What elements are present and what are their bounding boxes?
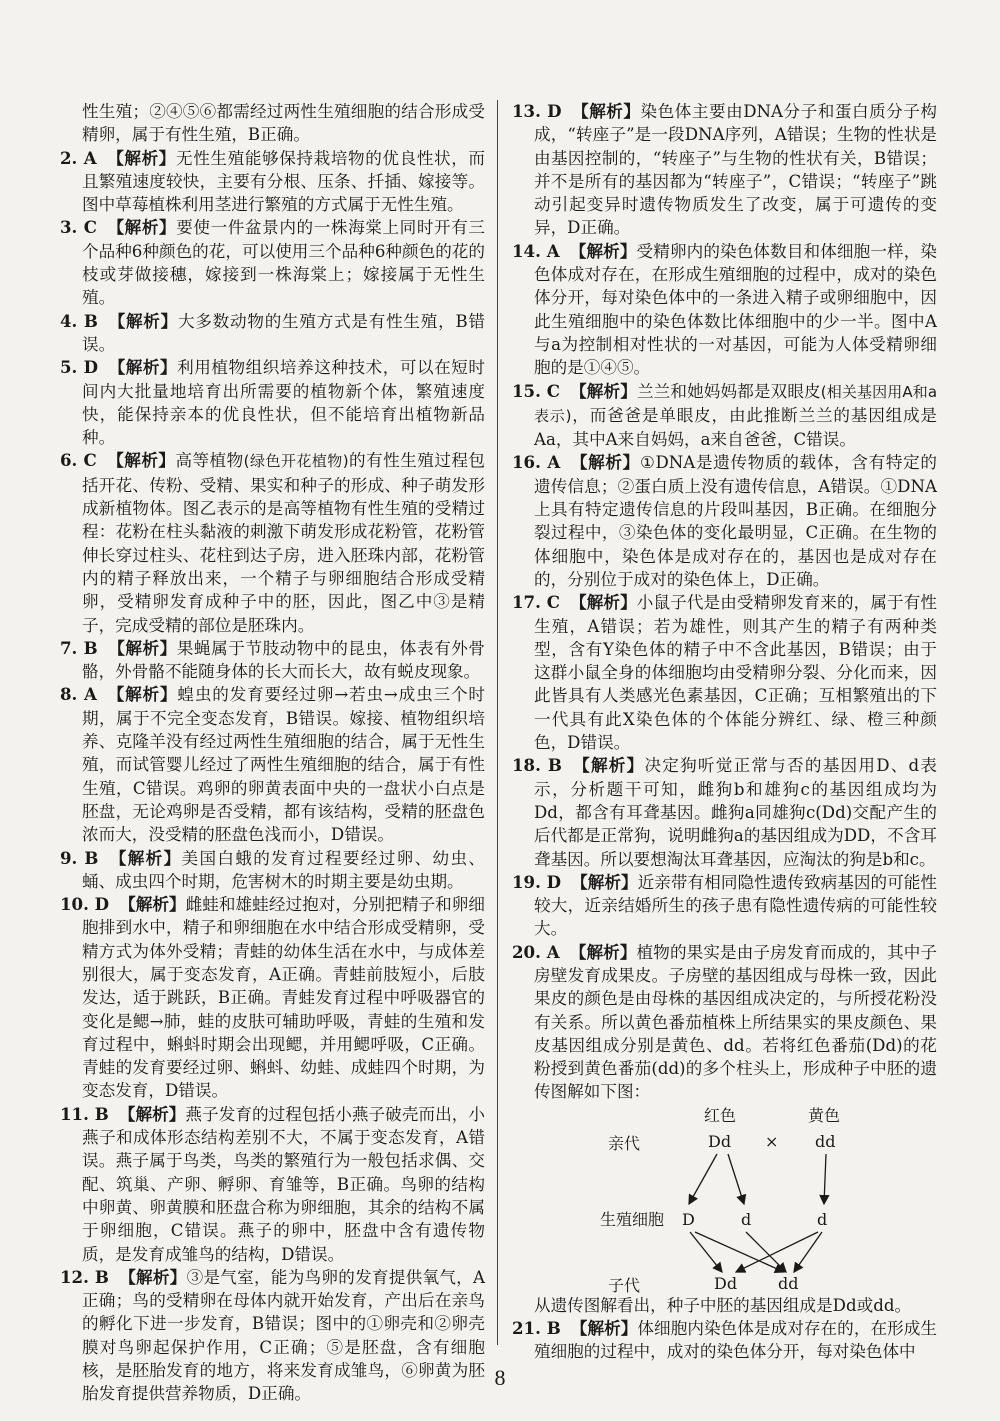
arrow-parent1-gamete1: [689, 1154, 717, 1204]
answer-text: 果蝇属于节肢动物中的昆虫，体表有外骨骼，外骨骼不能随身体的长大而长大，故有蜕皮现象。: [82, 638, 486, 682]
gamete3: d: [817, 1209, 828, 1229]
answer-text: 染色体主要由DNA分子和蛋白质分子构成，“转座子”是一段DNA序列，A错误；生物的性状是由基因控制的，“转座子”与生物的性状有关，B错误；并不是所有的基因都为“转座子”，C错误；“转座子”跳动引起变异时遗传物质发生了改变，属于可遗传的变异，D正确。: [534, 102, 938, 238]
answer-text: 决定狗听觉正常与否的基因用D、d表示，分析题干可知，雌狗b和雄狗c的基因组成均为Dd，都含有耳聋基因。雌狗a同雄狗c(Dd)交配产生的后代都是正常狗，说明雌狗a的基因组成为DD，不含耳聋基因。所以要想淘汰耳聋基因，应淘汰的狗是b和c。: [534, 756, 938, 869]
answer-13: [512, 100, 937, 240]
answer-number: 6. C: [60, 450, 97, 471]
arrow-gamete1-offspring2: [695, 1232, 784, 1272]
answer-text: ③是气室，能为鸟卵的发育提供氧气，A正确；鸟的受精卵在母体内就开始发育，产出后在亲鸟的孵化下进一步发育，B错误；图中的①卵壳和②卵壳膜对鸟卵起保护作用，C正确；⑤是胚盘，含有细胞核，是胚胎发育的地方，将来发育成雏鸟，⑥卵黄为胚胎发育提供营养物质，D正确。: [82, 1267, 486, 1404]
column-divider: [497, 100, 498, 1345]
answer-number: 9. B: [60, 847, 99, 868]
analysis-tag: 【解析】: [569, 240, 637, 261]
answer-text: 大多数动物的生殖方式是有性生殖，B错误。: [82, 311, 485, 354]
analysis-tag: 【解析】: [571, 101, 641, 121]
answer-text: 兰兰和她妈妈都是双眼皮: [636, 381, 821, 401]
answer-note: (绿色开花植物): [243, 452, 349, 471]
answer-number: 11. B: [60, 1103, 109, 1124]
answer-text: 性生殖；②④⑤⑥都需经过两性生殖细胞的结合形成受精卵，属于有性生殖，B正确。: [82, 102, 485, 145]
answer-number: 4. B: [60, 310, 98, 331]
answer-text: 的有性生殖过程包括开花、传粉、受精、果实和种子的形成、种子萌发形成新植物体。图乙表示的是高等植物有性生殖的受精过程：花粉在柱头黏液的刺激下萌发形成花粉管，花粉管伸长穿过柱头、花柱到达子房，进入胚珠内部，花粉管内的精子释放出来，一个精子与卵细胞结合形成受精卵，受精卵发育成种子中的胚，因此，图乙中③是精子，完成受精的部位是胚珠内。: [82, 451, 486, 635]
answer-number: 12. B: [60, 1266, 109, 1287]
answer-9: [60, 847, 485, 894]
answer-10: [60, 893, 485, 1103]
answer-text: 燕子发育的过程包括小燕子破壳而出，小燕子和成体形态结构差别不大，不属于变态发育，A错误。燕子属于鸟类，鸟类的繁殖行为一般包括求偶、交配、筑巢、产卵、孵卵、育雏等，B正确。鸟卵的结构中卵黄、卵黄膜和胚盘合称为卵细胞，其余的结构不属于卵细胞，C错误。燕子的卵中，胚盘中含有遗传物质，是发育成雏鸟的结构，D错误。: [82, 1104, 486, 1264]
answer-text: 小鼠子代是由受精卵发育来的，属于有性生殖，A错误；若为雄性，则其产生的精子有两种类型，含有Y染色体的精子中不含此基因，B错误；由于这群小鼠全身的体细胞均由受精卵分裂、分化而来，因此皆具有人类感光色素基因，C正确；互相繁殖出的下一代具有此X染色体的个体能分辨红、绿、橙三种颜色，D错误。: [534, 593, 938, 753]
answer-text: ①DNA是遗传物质的载体，含有特定的遗传信息；②蛋白质上没有遗传信息，A错误。①DNA上具有特定遗传信息的片段叫基因，B正确。在细胞分裂过程中，③染色体的变化最明显，C正确。在生物的体细胞中，染色体是成对存在的，基因也是成对存在的，分别位于成对的染色体上，D正确。: [534, 453, 937, 589]
cross-sign: ×: [765, 1131, 779, 1151]
analysis-tag: 【解析】: [108, 357, 178, 378]
arrow-parent1-gamete2: [728, 1154, 744, 1204]
analysis-tag: 【解析】: [106, 684, 178, 705]
answer-1-continuation: [60, 100, 485, 147]
answer-21: [512, 1317, 937, 1364]
gamete1: D: [682, 1209, 695, 1229]
answer-7: [60, 637, 485, 684]
answer-6: [60, 449, 485, 636]
right-column: [512, 100, 937, 1364]
answer-text: 美国白蛾的发育过程要经过卵、幼虫、蛹、成虫四个时期，危害树木的时期主要是幼虫期。: [82, 848, 485, 891]
analysis-tag: 【解析】: [106, 450, 176, 471]
analysis-tag: 【解析】: [569, 592, 637, 613]
answer-number: 8. A: [60, 684, 97, 705]
offspring2: dd: [778, 1273, 799, 1293]
answer-number: 5. D: [60, 357, 99, 378]
answer-text: 雌蛙和雄蛙经过抱对，分别把精子和卵细胞排到水中，精子和卵细胞在水中结合形成受精卵，受精方式为体外受精；青蛙的幼体生活在水中，与成体差别很大，属于变态发育，A正确。青蛙前肢短小，后肢发达，适于跳跃，B正确。青蛙发育过程中呼吸器官的变化是鳃→肺，蛙的皮肤可辅助呼吸，青蛙的生殖和发育过程中，蝌蚪时期会出现鳃，并用鳃呼吸，C正确。青蛙的发育要经过卵、蝌蚪、幼蛙、成蛙四个时期，为变态发育，D错误。: [82, 895, 486, 1101]
arrow-parent2-gamete3: [824, 1154, 826, 1204]
parents-label: 亲代: [608, 1133, 641, 1153]
arrow-gamete2-offspring2: [746, 1232, 786, 1272]
answer-number: 18. B: [512, 755, 562, 776]
answer-number: 17. C: [512, 592, 560, 613]
left-column: [60, 100, 485, 1406]
arrow-gamete3-offspring2: [794, 1232, 822, 1272]
analysis-tag: 【解析】: [118, 1266, 187, 1287]
answer-number: 3. C: [60, 217, 97, 238]
answer-15: [512, 380, 937, 452]
arrow-gamete3-offspring1: [736, 1232, 818, 1272]
answer-text: 体细胞内染色体是成对存在的，在形成生殖细胞的过程中，成对的染色体分开，每对染色体中: [534, 1319, 938, 1362]
analysis-tag: 【解析】: [119, 894, 186, 915]
diagram-conclusion: [512, 1294, 937, 1317]
answer-17: [512, 591, 937, 754]
answer-4: [60, 310, 485, 357]
answer-number: 7. B: [60, 637, 98, 658]
page-number: 8: [494, 1365, 506, 1390]
answer-text: 无性生殖能够保持栽培物的优良性状，而且繁殖速度较快，主要有分根、压条、扦插、嫁接等。图中草莓植株利用茎进行繁殖的方式属于无性生殖。: [82, 148, 486, 215]
answer-3: [60, 216, 485, 309]
label-yellow: 黄色: [808, 1105, 841, 1125]
analysis-tag: 【解析】: [570, 1318, 638, 1339]
answer-2: [60, 147, 485, 217]
parent2-genotype: dd: [815, 1131, 836, 1151]
gametes-label: 生殖细胞: [600, 1209, 665, 1229]
answer-16: [512, 451, 937, 591]
arrow-gamete1-offspring1: [690, 1232, 722, 1272]
gamete2: d: [741, 1209, 752, 1229]
answer-number: 21. B: [512, 1318, 561, 1339]
answer-5: [60, 356, 485, 449]
genetic-cross-diagram: [512, 1104, 937, 1294]
answer-note: (相关基因用A和a表示): [534, 382, 938, 425]
answer-18: [512, 754, 937, 870]
answer-text: 植物的果实是由子房发育而成的，其中子房壁发育成果皮。子房壁的基因组成与母株一致，因此果皮的颜色是由母株的基因组成决定的，与所授花粉没有关系。所以黄色番茄植株上所结果实的果皮颜色、果皮基因组成分别是黄色、dd。若将红色番茄(Dd)的花粉授到黄色番茄(dd)的多个柱头上，形成种子中胚的遗传图解如下图：: [534, 942, 938, 1102]
answer-number: 15. C: [512, 380, 560, 401]
answer-number: 19. D: [512, 871, 562, 892]
parent1-genotype: Dd: [708, 1131, 732, 1151]
answer-number: 2. A: [60, 147, 97, 168]
answer-text: 从遗传图解看出，种子中胚的基因组成是Dd或dd。: [534, 1295, 912, 1315]
analysis-tag: 【解析】: [571, 871, 638, 892]
answer-8: [60, 683, 485, 846]
answer-14: [512, 240, 937, 380]
answer-number: 16. A: [512, 452, 561, 473]
answer-text: 利用植物组织培养这种技术，可以在短时间内大批量地培育出所需要的植物新个体，繁殖速度快，能保持亲本的优良性状，但不能培育出植物新品种。: [82, 358, 486, 448]
analysis-tag: 【解析】: [108, 847, 182, 868]
answer-20: [512, 941, 937, 1104]
label-red: 红色: [704, 1105, 737, 1125]
answer-number: 20. A: [512, 941, 560, 962]
answer-11: [60, 1103, 485, 1266]
analysis-tag: 【解析】: [106, 147, 177, 168]
offspring1: Dd: [714, 1273, 738, 1293]
answer-number: 14. A: [512, 240, 560, 261]
analysis-tag: 【解析】: [570, 452, 640, 473]
answer-text: 高等植物: [175, 451, 244, 471]
answer-text: ，而爸爸是单眼皮，由此推断兰兰的基因组成是Aa，其中A来自妈妈，a来自爸爸，C错误。: [534, 405, 938, 450]
analysis-tag: 【解析】: [107, 637, 177, 658]
answer-text: 蝗虫的发育要经过卵→若虫→成虫三个时期，属于不完全变态发育，B错误。嫁接、植物组织培养、克隆羊没有经过两性生殖细胞的结合，属于无性生殖，而试管婴儿经过了两性生殖细胞的结合，属于有性生殖，C错误。鸡卵的卵黄表面中央的一盘状小白点是胚盘，无论鸡卵是否受精，都有该结构，受精的胚盘色浓而大，没受精的胚盘色浅而小，D错误。: [82, 685, 485, 845]
answer-text: 要使一件盆景内的一株海棠上同时开有三个品种6种颜色的花，可以使用三个品种6种颜色的花的枝或芽做接穗，嫁接到一株海棠上；嫁接属于无性生殖。: [82, 218, 486, 308]
answer-19: [512, 871, 937, 941]
offspring-label: 子代: [608, 1275, 641, 1295]
answer-text: 近亲带有相同隐性遗传致病基因的可能性较大，近亲结婚所生的孩子患有隐性遗传病的可能性较大。: [534, 872, 938, 939]
analysis-tag: 【解析】: [571, 755, 645, 776]
analysis-tag: 【解析】: [106, 217, 177, 238]
answer-text: 受精卵内的染色体数目和体细胞一样，染色体成对存在，在形成生殖细胞的过程中，成对的染色体分开，每对染色体中的一条进入精子或卵细胞中，因此生殖细胞中的染色体数比体细胞中的少一半。图中A与a为控制相对性状的一对基因，可能为人体受精卵细胞的是①④⑤。: [534, 241, 938, 378]
answer-number: 13. D: [512, 101, 562, 121]
analysis-tag: 【解析】: [569, 380, 637, 401]
analysis-tag: 【解析】: [107, 310, 178, 331]
analysis-tag: 【解析】: [118, 1103, 186, 1124]
analysis-tag: 【解析】: [569, 941, 637, 962]
answer-number: 10. D: [60, 894, 110, 915]
